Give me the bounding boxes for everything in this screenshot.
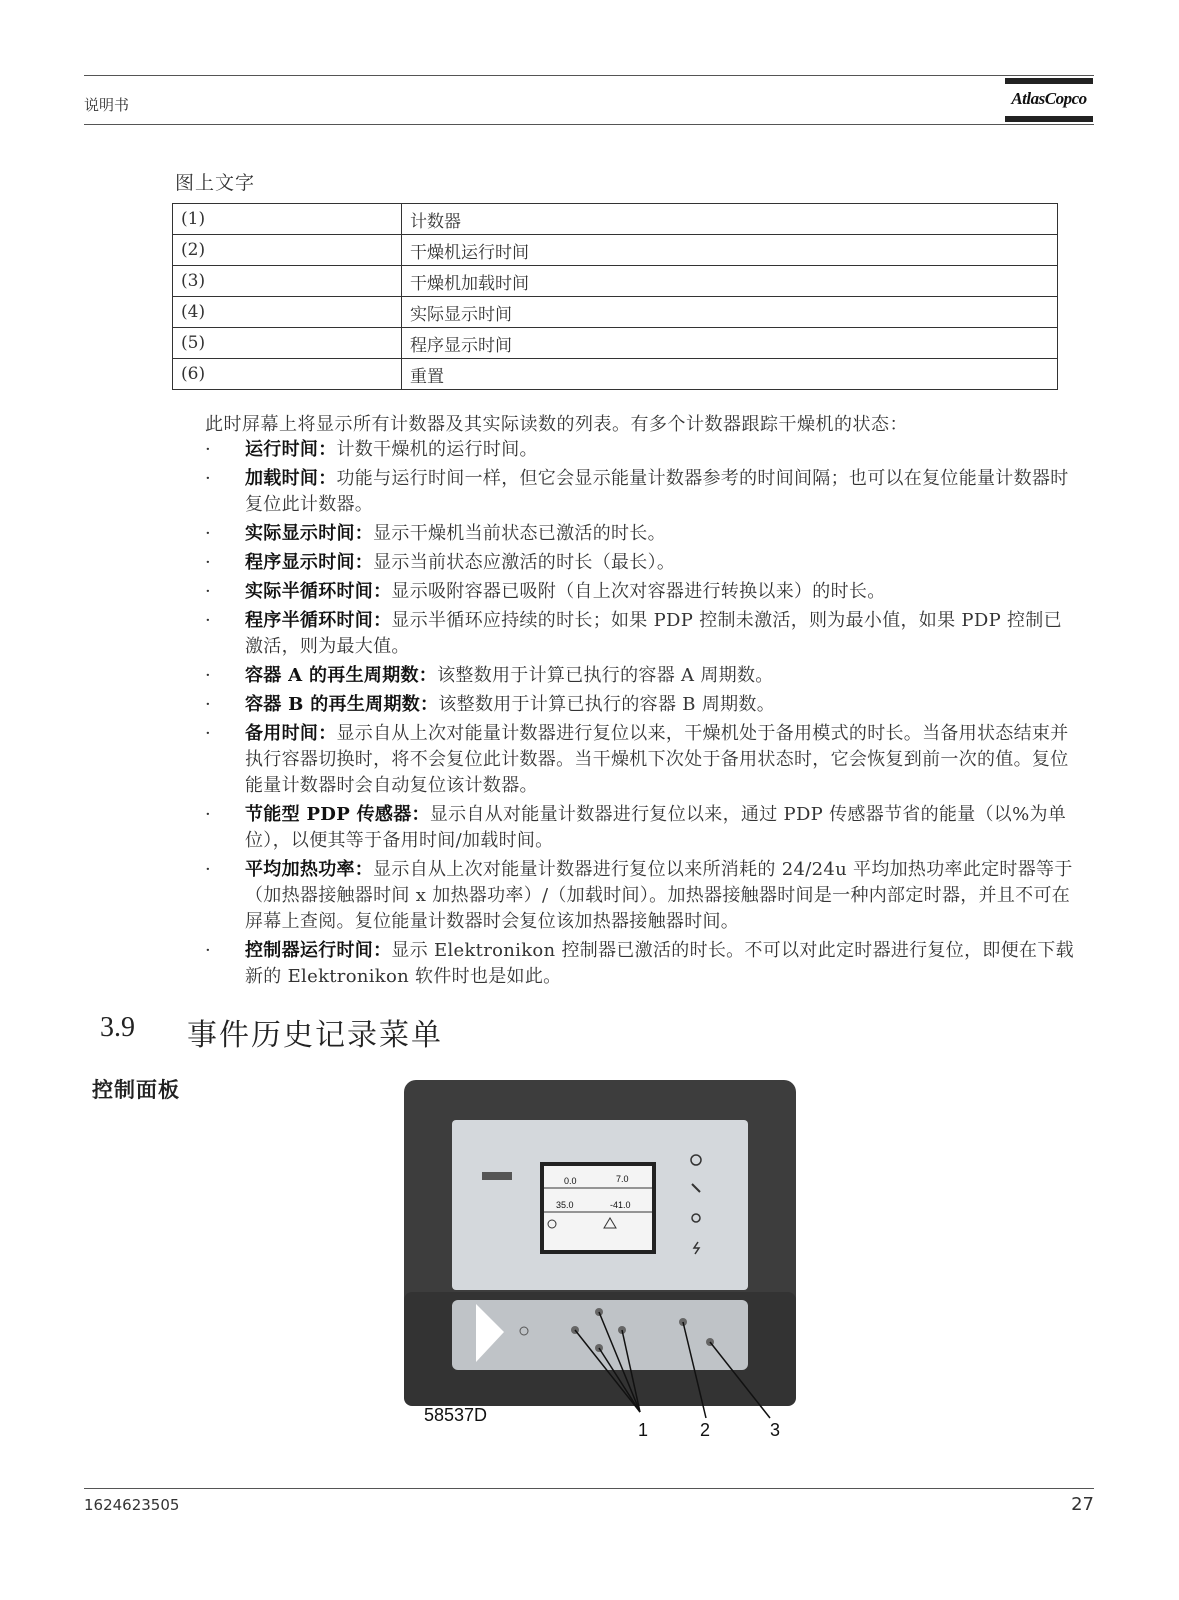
counter-term: 容器 A 的再生周期数： <box>245 665 438 686</box>
legend-text: 干燥机加载时间 <box>402 266 1058 297</box>
screen-value-4: -41.0 <box>610 1200 631 1210</box>
header-top-rule <box>84 75 1094 76</box>
bullet-dot: · <box>205 523 212 544</box>
footer-rule <box>84 1488 1094 1489</box>
screen-value-3: 35.0 <box>556 1200 574 1210</box>
counter-description: 该整数用于计算已执行的容器 A 周期数。 <box>437 665 774 686</box>
figure-id: 58537D <box>424 1405 488 1425</box>
legend-row <box>173 266 1058 297</box>
legend-ref: (2) <box>173 235 402 266</box>
section-number: 3.9 <box>100 1012 135 1043</box>
bullet-dot: · <box>205 468 212 489</box>
counter-item <box>205 721 1075 799</box>
callout-2: 2 <box>700 1420 711 1440</box>
counter-list <box>205 437 1075 993</box>
face-logo <box>482 1172 512 1180</box>
legend-ref: (5) <box>173 328 402 359</box>
counter-item <box>205 857 1075 935</box>
counter-item <box>205 437 1075 463</box>
bullet-dot: · <box>205 610 212 631</box>
counter-term: 运行时间： <box>245 439 337 460</box>
header-bottom-rule <box>84 124 1094 125</box>
legend-text: 计数器 <box>402 204 1058 235</box>
legend-text: 干燥机运行时间 <box>402 235 1058 266</box>
legend-ref: (4) <box>173 297 402 328</box>
bullet-dot: · <box>205 552 212 573</box>
counter-term: 节能型 PDP 传感器： <box>245 804 430 825</box>
counter-term: 实际显示时间： <box>245 523 374 544</box>
counter-description: 显示当前状态应激活的时长（最长）。 <box>373 552 676 573</box>
legend-table <box>172 203 1058 390</box>
counter-term: 程序半循环时间： <box>245 610 392 631</box>
bullet-dot: · <box>205 940 212 961</box>
counter-item <box>205 692 1075 718</box>
counter-term: 加载时间： <box>245 468 337 489</box>
subsection-title: 控制面板 <box>92 1077 180 1102</box>
counter-term: 控制器运行时间： <box>245 940 392 961</box>
counter-term: 程序显示时间： <box>245 552 374 573</box>
counter-item <box>205 579 1075 605</box>
legend-row <box>173 235 1058 266</box>
callout-1: 1 <box>638 1420 649 1440</box>
counter-description: 显示自从上次对能量计数器进行复位以来，干燥机处于备用模式的时长。当备用状态结束并执行容器切换时，将不会复位此计数器。当干燥机下次处于备用状态时，它会恢复到前一次的值。复位能量计数器时会自动复位该计数器。 <box>245 723 1069 796</box>
counter-item <box>205 521 1075 547</box>
logo-top-bar <box>1005 78 1093 84</box>
callout-3: 3 <box>770 1420 781 1440</box>
counter-term: 容器 B 的再生周期数： <box>245 694 439 715</box>
counter-item <box>205 663 1075 689</box>
counter-item <box>205 802 1075 854</box>
intro-text: 此时屏幕上将显示所有计数器及其实际读数的列表。有多个计数器跟踪干燥机的状态： <box>205 414 908 435</box>
legend-text: 程序显示时间 <box>402 328 1058 359</box>
legend-ref: (1) <box>173 204 402 235</box>
logo-text: AtlasCopco <box>1011 89 1087 108</box>
legend-row <box>173 204 1058 235</box>
bullet-dot: · <box>205 723 212 744</box>
counter-description: 该整数用于计算已执行的容器 B 周期数。 <box>438 694 776 715</box>
legend-row <box>173 297 1058 328</box>
footer-doc-number: 1624623505 <box>84 1496 180 1514</box>
counter-item <box>205 550 1075 576</box>
bullet-dot: · <box>205 665 212 686</box>
legend-ref: (6) <box>173 359 402 390</box>
counter-description: 显示 Elektronikon 控制器已激活的时长。不可以对此定时器进行复位，即便在下载新的 Elektronikon 软件时也是如此。 <box>245 940 1074 987</box>
counter-item <box>205 608 1075 660</box>
bullet-dot: · <box>205 804 212 825</box>
control-panel-figure <box>400 1078 800 1448</box>
bullet-dot: · <box>205 581 212 602</box>
counter-description: 功能与运行时间一样，但它会显示能量计数器参考的时间间隔；也可以在复位能量计数器时复位此计数器。 <box>245 468 1069 515</box>
bullet-dot: · <box>205 439 212 460</box>
screen-value-2: 7.0 <box>616 1174 629 1184</box>
legend-row <box>173 359 1058 390</box>
legend-text: 实际显示时间 <box>402 297 1058 328</box>
counter-term: 备用时间： <box>245 723 337 744</box>
atlas-copco-logo <box>1005 78 1093 124</box>
screen-value-1: 0.0 <box>564 1176 577 1186</box>
legend-text: 重置 <box>402 359 1058 390</box>
counter-term: 平均加热功率： <box>245 859 374 880</box>
counter-item <box>205 466 1075 518</box>
counter-description: 显示半循环应持续的时长；如果 PDP 控制未激活，则为最小值，如果 PDP 控制已激活，则为最大值。 <box>245 610 1062 657</box>
page-number: 27 <box>1071 1494 1094 1515</box>
legend-ref: (3) <box>173 266 402 297</box>
counter-description: 显示干燥机当前状态已激活的时长。 <box>373 523 666 544</box>
counter-description: 显示自从上次对能量计数器进行复位以来所消耗的 24/24u 平均加热功率此定时器等于（加热器接触器时间 x 加热器功率）/（加载时间）。加热器接触器时间是一种内部定时器，并且不可在屏幕上查阅。复位能量计数器时会复位该加热器接触器时间。 <box>245 859 1073 932</box>
section-title: 事件历史记录菜单 <box>187 1018 443 1053</box>
header-title: 说明书 <box>84 96 130 114</box>
legend-title: 图上文字 <box>175 172 256 194</box>
bullet-dot: · <box>205 694 212 715</box>
counter-description: 显示自从对能量计数器进行复位以来，通过 PDP 传感器节省的能量（以%为单位），以便其等于备用时间/加载时间。 <box>245 804 1067 851</box>
counter-description: 显示吸附容器已吸附（自上次对容器进行转换以来）的时长。 <box>391 581 886 602</box>
legend-row <box>173 328 1058 359</box>
bullet-dot: · <box>205 859 212 880</box>
logo-bottom-bar <box>1005 116 1093 122</box>
counter-item <box>205 938 1075 990</box>
counter-description: 计数干燥机的运行时间。 <box>336 439 538 460</box>
counter-term: 实际半循环时间： <box>245 581 392 602</box>
